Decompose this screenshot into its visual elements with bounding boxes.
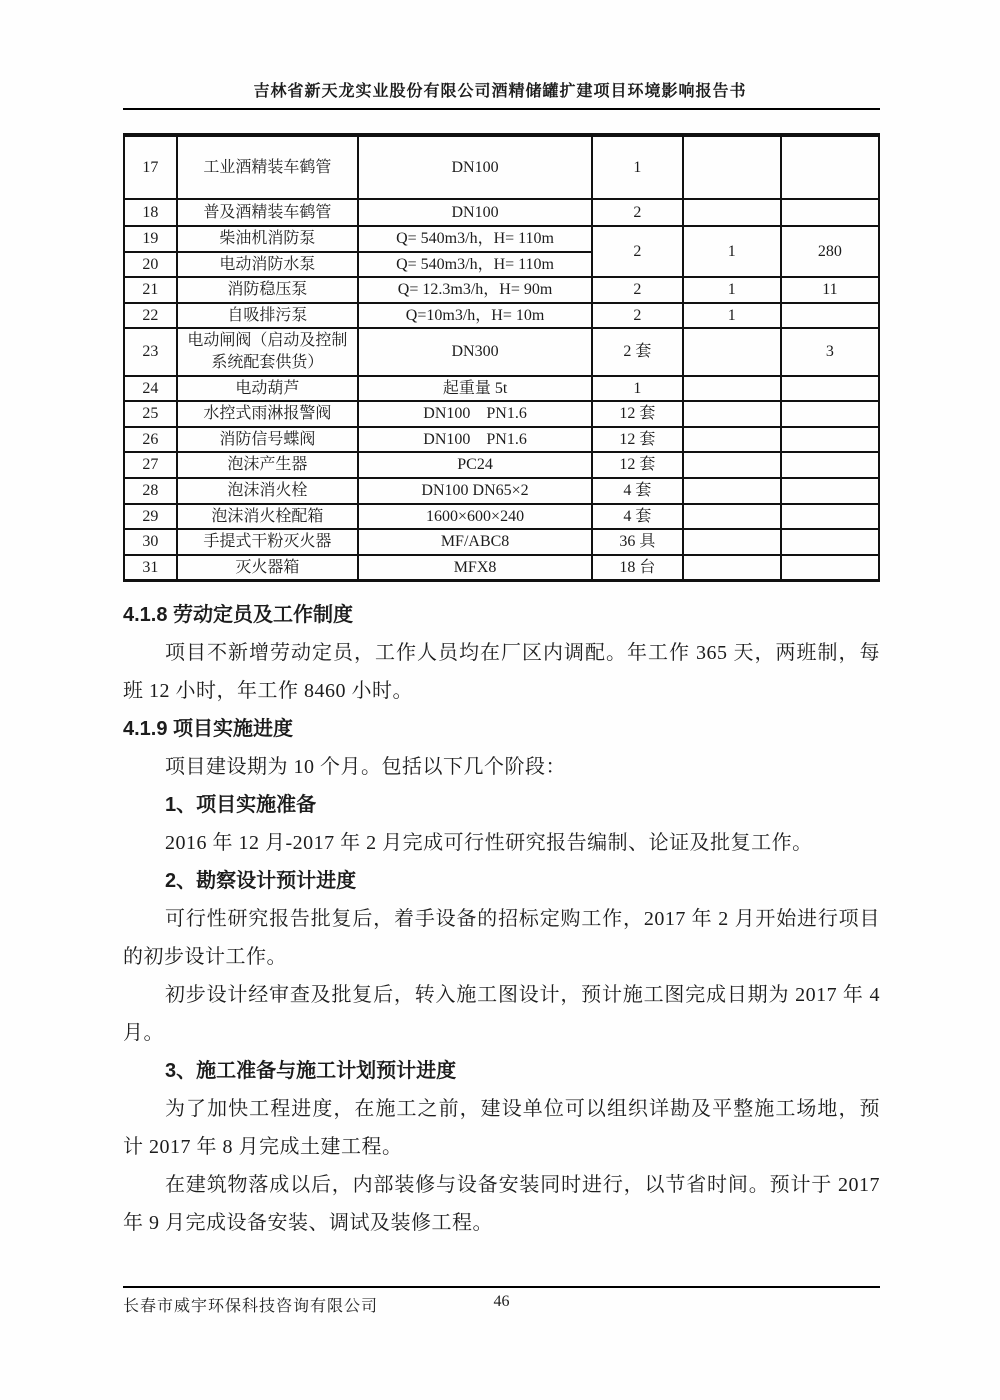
cell-spare xyxy=(683,529,781,555)
cell-power xyxy=(781,555,879,581)
cell-serial: 21 xyxy=(124,277,177,303)
cell-serial: 29 xyxy=(124,504,177,530)
cell-equipment-name: 手提式干粉灭火器 xyxy=(177,529,358,555)
cell-spare xyxy=(683,135,781,199)
table-row xyxy=(124,452,879,478)
cell-power xyxy=(781,529,879,555)
cell-spec: Q= 540m3/h，H= 110m xyxy=(358,226,592,252)
subheading-stage-1: 1、项目实施准备 xyxy=(165,794,317,817)
cell-power: 280 xyxy=(781,226,879,277)
cell-equipment-name: 消防稳压泵 xyxy=(177,277,358,303)
cell-spec: MF/ABC8 xyxy=(358,529,592,555)
header-rule xyxy=(123,108,880,110)
cell-quantity: 2 套 xyxy=(592,328,683,375)
cell-spare xyxy=(683,555,781,581)
cell-spec: MFX8 xyxy=(358,555,592,581)
cell-equipment-name: 消防信号蝶阀 xyxy=(177,427,358,453)
cell-quantity: 4 套 xyxy=(592,504,683,530)
table-row xyxy=(124,401,879,427)
cell-serial: 22 xyxy=(124,303,177,329)
cell-spare xyxy=(683,376,781,402)
cell-power xyxy=(781,504,879,530)
cell-spec: DN100 xyxy=(358,199,592,226)
table-row xyxy=(124,199,879,226)
cell-quantity: 4 套 xyxy=(592,478,683,504)
cell-power xyxy=(781,401,879,427)
cell-equipment-name: 电动闸阀（启动及控制系统配套供货） xyxy=(177,328,358,375)
page-header xyxy=(0,0,1000,110)
cell-equipment-name: 电动葫芦 xyxy=(177,376,358,402)
table-row xyxy=(124,328,879,375)
cell-quantity: 2 xyxy=(592,303,683,329)
cell-quantity: 12 套 xyxy=(592,401,683,427)
footer-company: 长春市威宇环保科技咨询有限公司 xyxy=(123,1298,379,1315)
cell-serial: 26 xyxy=(124,427,177,453)
cell-serial: 24 xyxy=(124,376,177,402)
cell-spare xyxy=(683,328,781,375)
cell-power xyxy=(781,452,879,478)
cell-power xyxy=(781,376,879,402)
cell-serial: 31 xyxy=(124,555,177,581)
table-row xyxy=(124,427,879,453)
equipment-table xyxy=(123,133,880,582)
cell-spec: DN300 xyxy=(358,328,592,375)
cell-serial: 25 xyxy=(124,401,177,427)
section-heading-4-1-9: 4.1.9 项目实施进度 xyxy=(123,718,294,741)
cell-power xyxy=(781,303,879,329)
table-row xyxy=(124,529,879,555)
paragraph-stage-2a: 可行性研究报告批复后，着手设备的招标定购工作，2017 年 2 月开始进行项目的初步设计工作。 xyxy=(123,908,880,969)
footer-row xyxy=(123,1293,880,1316)
cell-equipment-name: 自吸排污泵 xyxy=(177,303,358,329)
cell-spec: DN100 xyxy=(358,135,592,199)
paragraph-stage-3b: 在建筑物落成以后，内部装修与设备安装同时进行，以节省时间。预计于 2017 年 9 月完成设备安装、调试及装修工程。 xyxy=(123,1174,880,1235)
table-row xyxy=(124,478,879,504)
cell-spec: PC24 xyxy=(358,452,592,478)
cell-power xyxy=(781,135,879,199)
page-content xyxy=(123,133,880,1242)
table-row xyxy=(124,376,879,402)
cell-spare: 1 xyxy=(683,226,781,277)
cell-quantity: 12 套 xyxy=(592,427,683,453)
cell-serial: 17 xyxy=(124,135,177,199)
paragraph-schedule-intro: 项目建设期为 10 个月。包括以下几个阶段： xyxy=(165,756,566,779)
cell-equipment-name: 电动消防水泵 xyxy=(177,252,358,278)
table-row xyxy=(124,303,879,329)
section-heading-4-1-8: 4.1.8 劳动定员及工作制度 xyxy=(123,604,354,627)
cell-quantity: 1 xyxy=(592,376,683,402)
cell-serial: 28 xyxy=(124,478,177,504)
cell-spare xyxy=(683,478,781,504)
cell-spec: 起重量 5t xyxy=(358,376,592,402)
table-row xyxy=(124,555,879,581)
cell-spare: 1 xyxy=(683,277,781,303)
cell-power xyxy=(781,199,879,226)
cell-spec: Q= 540m3/h，H= 110m xyxy=(358,252,592,278)
cell-quantity: 2 xyxy=(592,199,683,226)
subheading-stage-2: 2、勘察设计预计进度 xyxy=(165,870,357,893)
cell-spare xyxy=(683,401,781,427)
cell-serial: 18 xyxy=(124,199,177,226)
cell-spare xyxy=(683,427,781,453)
cell-power xyxy=(781,478,879,504)
table-row xyxy=(124,226,879,252)
cell-quantity: 2 xyxy=(592,226,683,277)
cell-quantity: 12 套 xyxy=(592,452,683,478)
cell-spec: Q=10m3/h，H= 10m xyxy=(358,303,592,329)
cell-spec: DN100 PN1.6 xyxy=(358,427,592,453)
cell-power xyxy=(781,427,879,453)
cell-spare xyxy=(683,504,781,530)
cell-spare xyxy=(683,452,781,478)
paragraph-stage-1: 2016 年 12 月-2017 年 2 月完成可行性研究报告编制、论证及批复工作。 xyxy=(165,832,813,855)
page-footer xyxy=(123,1286,880,1316)
cell-equipment-name: 水控式雨淋报警阀 xyxy=(177,401,358,427)
cell-quantity: 1 xyxy=(592,135,683,199)
cell-equipment-name: 泡沫产生器 xyxy=(177,452,358,478)
subheading-stage-3: 3、施工准备与施工计划预计进度 xyxy=(165,1060,457,1083)
paragraph-stage-3a: 为了加快工程进度，在施工之前，建设单位可以组织详勘及平整施工场地，预计 2017 年 8 月完成土建工程。 xyxy=(123,1098,880,1159)
cell-serial: 23 xyxy=(124,328,177,375)
cell-equipment-name: 工业酒精装车鹤管 xyxy=(177,135,358,199)
cell-serial: 20 xyxy=(124,252,177,278)
cell-spare: 1 xyxy=(683,303,781,329)
cell-power: 3 xyxy=(781,328,879,375)
cell-spec: Q= 12.3m3/h，H= 90m xyxy=(358,277,592,303)
cell-serial: 27 xyxy=(124,452,177,478)
cell-equipment-name: 柴油机消防泵 xyxy=(177,226,358,252)
cell-quantity: 36 具 xyxy=(592,529,683,555)
cell-equipment-name: 泡沫消火栓配箱 xyxy=(177,504,358,530)
cell-serial: 30 xyxy=(124,529,177,555)
footer-page-number: 46 xyxy=(493,1293,510,1310)
cell-spare xyxy=(683,199,781,226)
table-row xyxy=(124,277,879,303)
cell-quantity: 2 xyxy=(592,277,683,303)
cell-quantity: 18 台 xyxy=(592,555,683,581)
cell-equipment-name: 泡沫消火栓 xyxy=(177,478,358,504)
cell-power: 11 xyxy=(781,277,879,303)
cell-equipment-name: 灭火器箱 xyxy=(177,555,358,581)
cell-spec: 1600×600×240 xyxy=(358,504,592,530)
cell-equipment-name: 普及酒精装车鹤管 xyxy=(177,199,358,226)
footer-rule xyxy=(123,1286,880,1288)
table-row xyxy=(124,504,879,530)
cell-spec: DN100 PN1.6 xyxy=(358,401,592,427)
table-row xyxy=(124,135,879,199)
header-title: 吉林省新天龙实业股份有限公司酒精储罐扩建项目环境影响报告书 xyxy=(253,83,747,100)
paragraph-staffing: 项目不新增劳动定员，工作人员均在厂区内调配。年工作 365 天，两班制，每班 12 小时，年工作 8460 小时。 xyxy=(123,642,880,703)
cell-serial: 19 xyxy=(124,226,177,252)
paragraph-stage-2b: 初步设计经审查及批复后，转入施工图设计，预计施工图完成日期为 2017 年 4 月。 xyxy=(123,984,880,1045)
cell-spec: DN100 DN65×2 xyxy=(358,478,592,504)
